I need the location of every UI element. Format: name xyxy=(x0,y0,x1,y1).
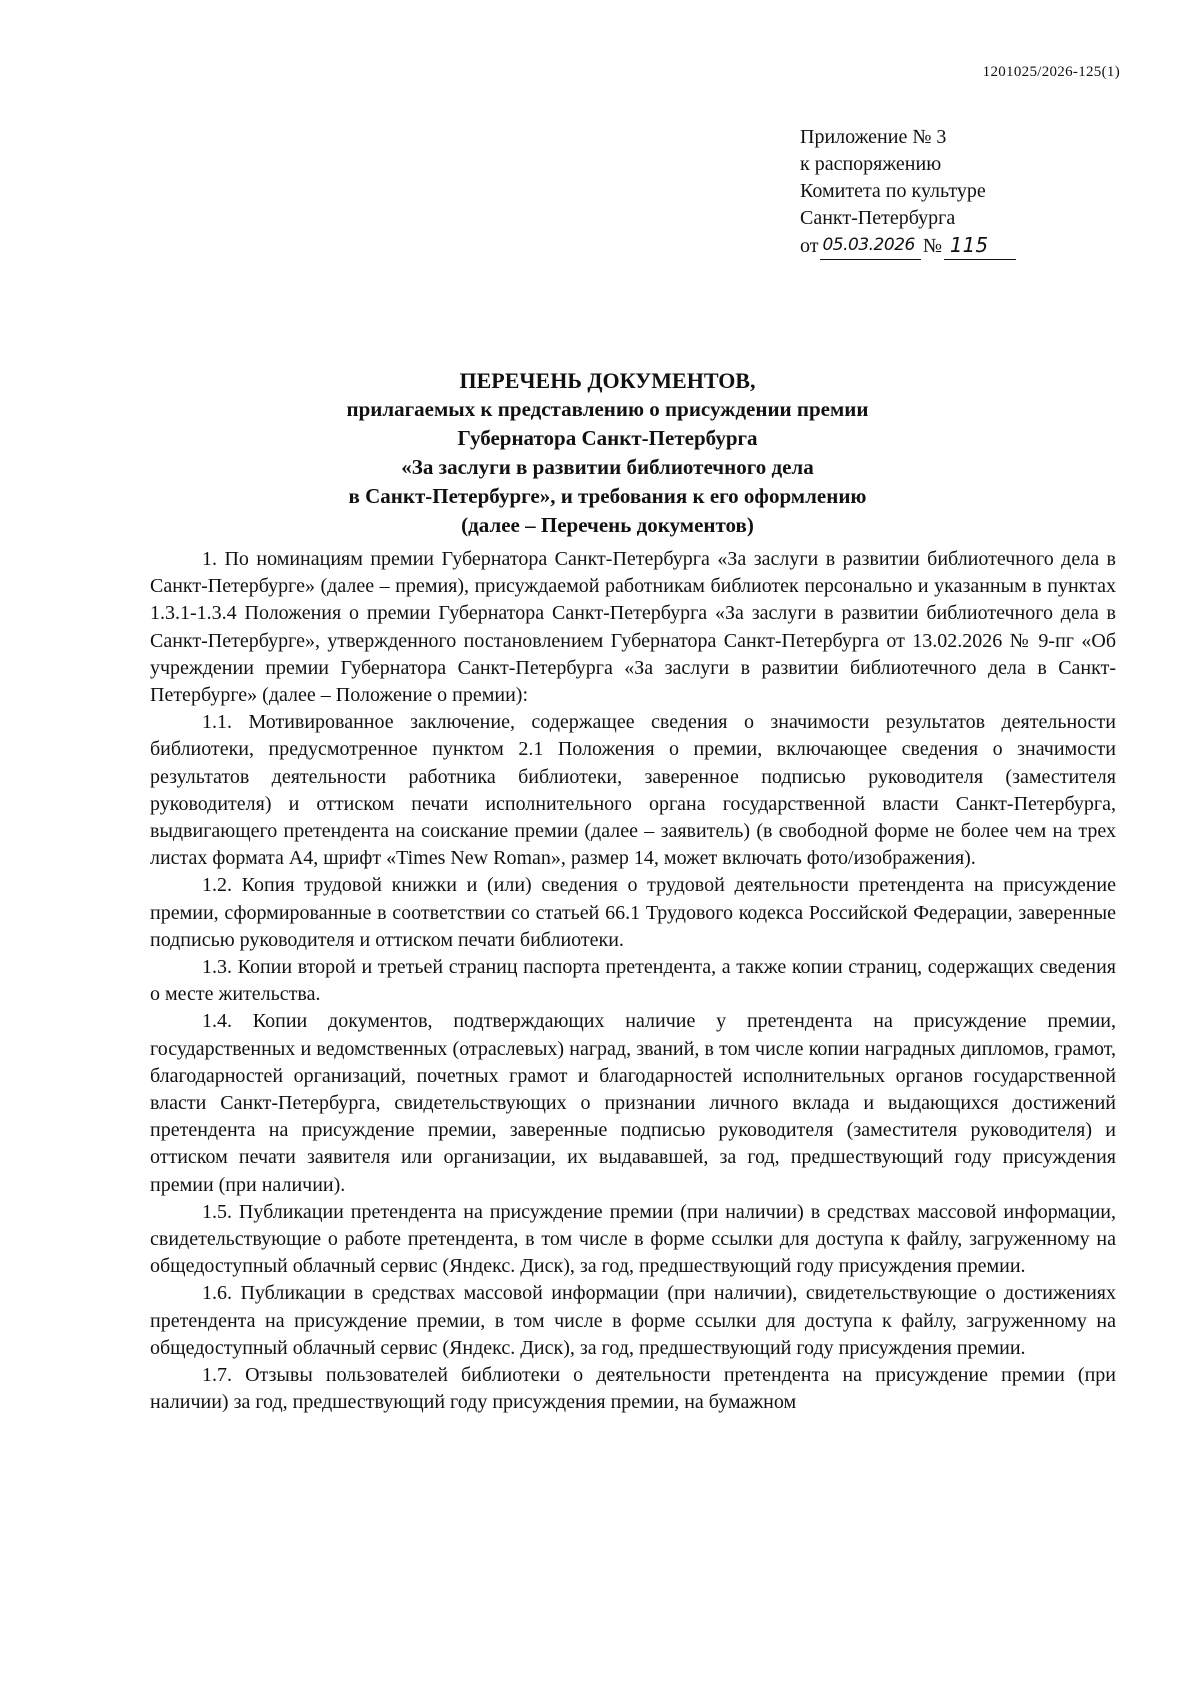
title-line-5: в Санкт-Петербурге», и требования к его оформлению xyxy=(348,484,867,508)
title-line-1: ПЕРЕЧЕНЬ ДОКУМЕНТОВ, xyxy=(459,368,756,393)
appendix-line-3: Комитета по культуре xyxy=(800,180,986,202)
handwritten-number: 115 xyxy=(944,232,1016,260)
handwritten-date: 05.03.2026 xyxy=(820,232,920,260)
date-prefix: от xyxy=(800,235,819,257)
appendix-date-line xyxy=(800,232,1140,260)
title-line-4: «За заслуги в развитии библиотечного дела xyxy=(401,455,814,479)
title-line-3: Губернатора Санкт-Петербурга xyxy=(457,426,758,450)
document-title xyxy=(150,366,1065,540)
paragraph-1-7: 1.7. Отзывы пользователей библиотеки о деятельности претендента на присуждение премии (при наличии) за год, предшествующий году присуждения премии, на бумажном xyxy=(150,1364,1116,1414)
paragraph-1-4: 1.4. Копии документов, подтверждающих наличие у претендента на присуждение премии, государственных и ведомственных (отраслевых) наград, званий, в том числе копии наградных дипломов, грамот, благодарностей организаций, почетных грамот и благодарностей исполнительных органов государственной власти Санкт-Петербурга, свидетельствующих о признании личного вклада и выдающихся достижений претендента на присуждение премии, заверенные подписью руководителя (заместителя руководителя) и оттиском печати заявителя или организации, их выдававшей, за год, предшествующий году присуждения премии (при наличии). xyxy=(150,1010,1116,1196)
paragraph-1-3: 1.3. Копии второй и третьей страниц паспорта претендента, а также копии страниц, содержащих сведения о месте жительства. xyxy=(150,956,1116,1006)
title-line-2: прилагаемых к представлению о присуждении премии xyxy=(346,397,869,421)
paragraph-1-5: 1.5. Публикации претендента на присуждение премии (при наличии) в средствах массовой информации, свидетельствующие о работе претендента, в том числе в форме ссылки для доступа к файлу, загруженному на общедоступный облачный сервис (Яндекс. Диск), за год, предшествующий году присуждения премии. xyxy=(150,1200,1116,1278)
appendix-block xyxy=(800,124,1140,260)
number-prefix: № xyxy=(922,235,942,257)
title-line-6: (далее – Перечень документов) xyxy=(461,513,754,537)
paragraph-1-1: 1.1. Мотивированное заключение, содержащее сведения о значимости результатов деятельности библиотеки, предусмотренное пунктом 2.1 Положения о премии, включающее сведения о значимости результатов деятельности работника библиотеки, заверенное подписью руководителя (заместителя руководителя) и оттиском печати исполнительного органа государственной власти Санкт-Петербурга, выдвигающего претендента на соискание премии (далее – заявитель) (в свободной форме не более чем на трех листах формата А4, шрифт «Times New Roman», размер 14, может включать фото/изображения). xyxy=(150,711,1116,870)
paragraph-1-2: 1.2. Копия трудовой книжки и (или) сведения о трудовой деятельности претендента на присуждение премии, сформированные в соответствии со статьей 66.1 Трудового кодекса Российской Федерации, заверенные подписью руководителя и оттиском печати библиотеки. xyxy=(150,874,1116,951)
document-registration-number: 1201025/2026-125(1) xyxy=(982,64,1120,80)
appendix-line-4: Санкт-Петербурга xyxy=(800,207,956,229)
appendix-line-2: к распоряжению xyxy=(800,153,942,175)
document-body xyxy=(150,546,1116,1417)
paragraph-1-6: 1.6. Публикации в средствах массовой информации (при наличии), свидетельствующие о достижениях претендента на присуждение премии, в том числе в форме ссылки для доступа к файлу, загруженному на общедоступный облачный сервис (Яндекс. Диск), за год, предшествующий году присуждения премии. xyxy=(150,1282,1116,1359)
appendix-line-1: Приложение № 3 xyxy=(800,126,947,148)
paragraph-1: 1. По номинациям премии Губернатора Санкт-Петербурга «За заслуги в развитии библиотечного дела в Санкт-Петербурге» (далее – премия), присуждаемой работникам библиотек персонально и указанным в пунктах 1.3.1-1.3.4 Положения о премии Губернатора Санкт-Петербурга «За заслуги в развитии библиотечного дела в Санкт-Петербурге», утвержденного постановлением Губернатора Санкт-Петербурга от 13.02.2026 № 9-пг «Об учреждении премии Губернатора Санкт-Петербурга «За заслуги в развитии библиотечного дела в Санкт-Петербурге» (далее – Положение о премии): xyxy=(150,548,1116,707)
